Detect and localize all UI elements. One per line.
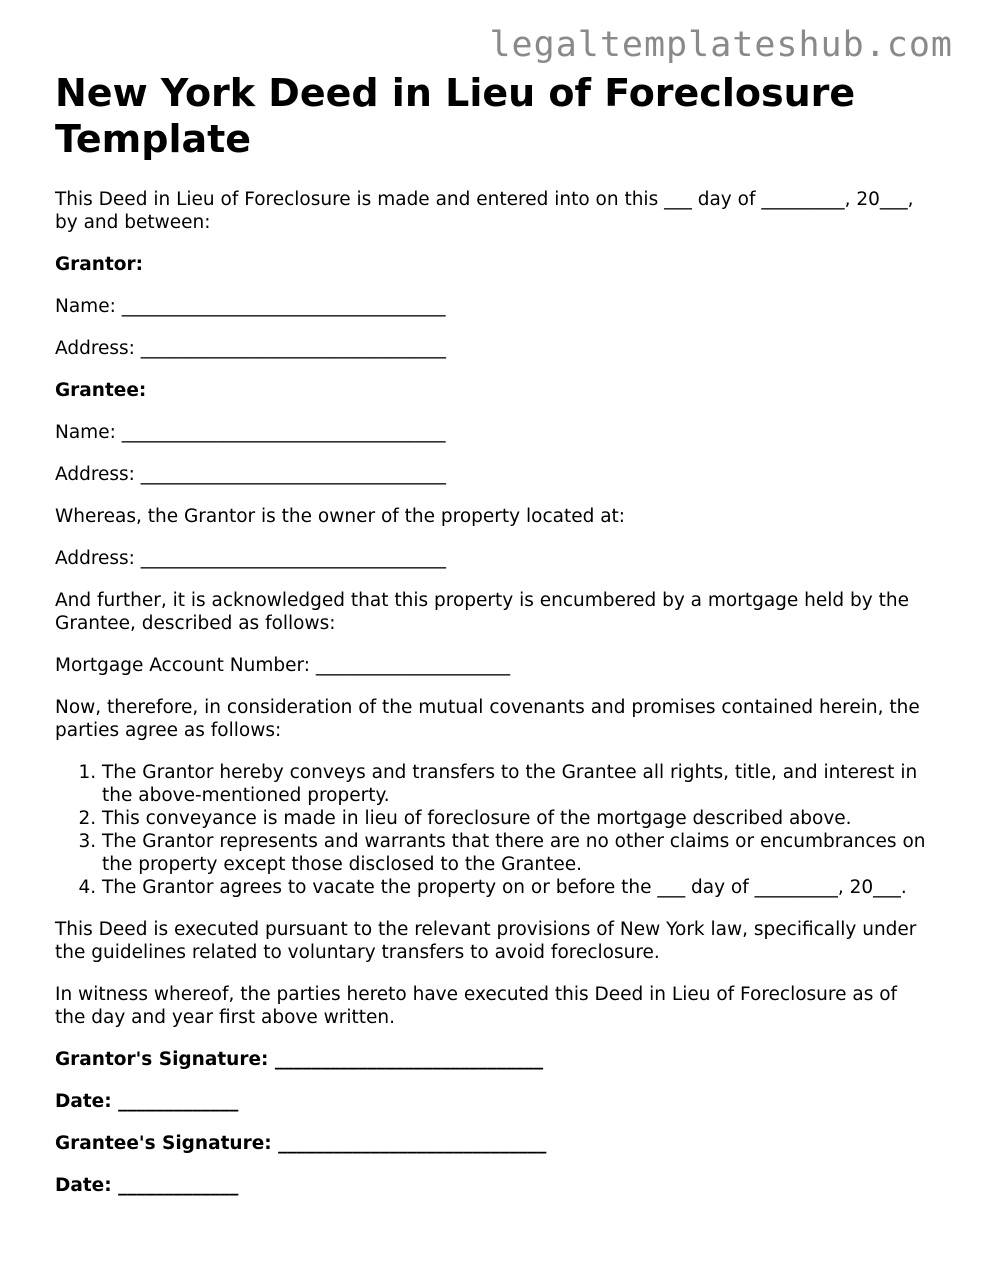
grantor-signature-field: Grantor's Signature: _____________________________	[55, 1049, 544, 1070]
document-title: New York Deed in Lieu of Foreclosure Template	[55, 71, 856, 161]
whereas-paragraph: Whereas, the Grantor is the owner of the property located at:	[55, 506, 626, 527]
grantee-heading: Grantee:	[55, 380, 147, 401]
terms-list	[55, 761, 930, 899]
witness-paragraph: In witness whereof, the parties hereto have executed this Deed in Lieu of Foreclosure as of the day and year first above written.	[55, 984, 898, 1028]
grantor-name-field: Name: ___________________________________	[55, 296, 446, 317]
grantee-name-field: Name: ___________________________________	[55, 422, 446, 443]
grantor-heading: Grantor:	[55, 254, 144, 275]
list-item: 3. The Grantor represents and warrants that there are no other claims or encumbrances on the property except those disclosed to the Grantee.	[102, 830, 930, 876]
list-item: 4. The Grantor agrees to vacate the property on or before the ___ day of _________, 20___.	[102, 876, 930, 899]
mortgage-paragraph: And further, it is acknowledged that this property is encumbered by a mortgage held by the Grantee, described as follows:	[55, 590, 909, 634]
consideration-paragraph: Now, therefore, in consideration of the mutual covenants and promises contained herein, the parties agree as follows:	[55, 697, 920, 741]
grantor-address-field: Address: _________________________________	[55, 338, 447, 359]
grantor-date-field: Date: _____________	[55, 1091, 239, 1112]
mortgage-account-field: Mortgage Account Number: _____________________	[55, 655, 511, 676]
list-item: 1. The Grantor hereby conveys and transfers to the Grantee all rights, title, and interest in the above-mentioned property.	[102, 761, 930, 807]
grantee-address-field: Address: _________________________________	[55, 464, 447, 485]
law-paragraph: This Deed is executed pursuant to the relevant provisions of New York law, specifically under the guidelines related to voluntary transfers to avoid foreclosure.	[55, 919, 917, 963]
intro-paragraph: This Deed in Lieu of Foreclosure is made and entered into on this ___ day of _________, 20___, by and between:	[55, 189, 914, 233]
list-item: 2. This conveyance is made in lieu of foreclosure of the mortgage described above.	[102, 807, 930, 830]
grantee-signature-field: Grantee's Signature: _____________________________	[55, 1133, 547, 1154]
grantee-date-field: Date: _____________	[55, 1175, 239, 1196]
document-body	[55, 70, 930, 1216]
property-address-field: Address: _________________________________	[55, 548, 447, 569]
watermark: legaltemplateshub.com	[489, 25, 953, 65]
